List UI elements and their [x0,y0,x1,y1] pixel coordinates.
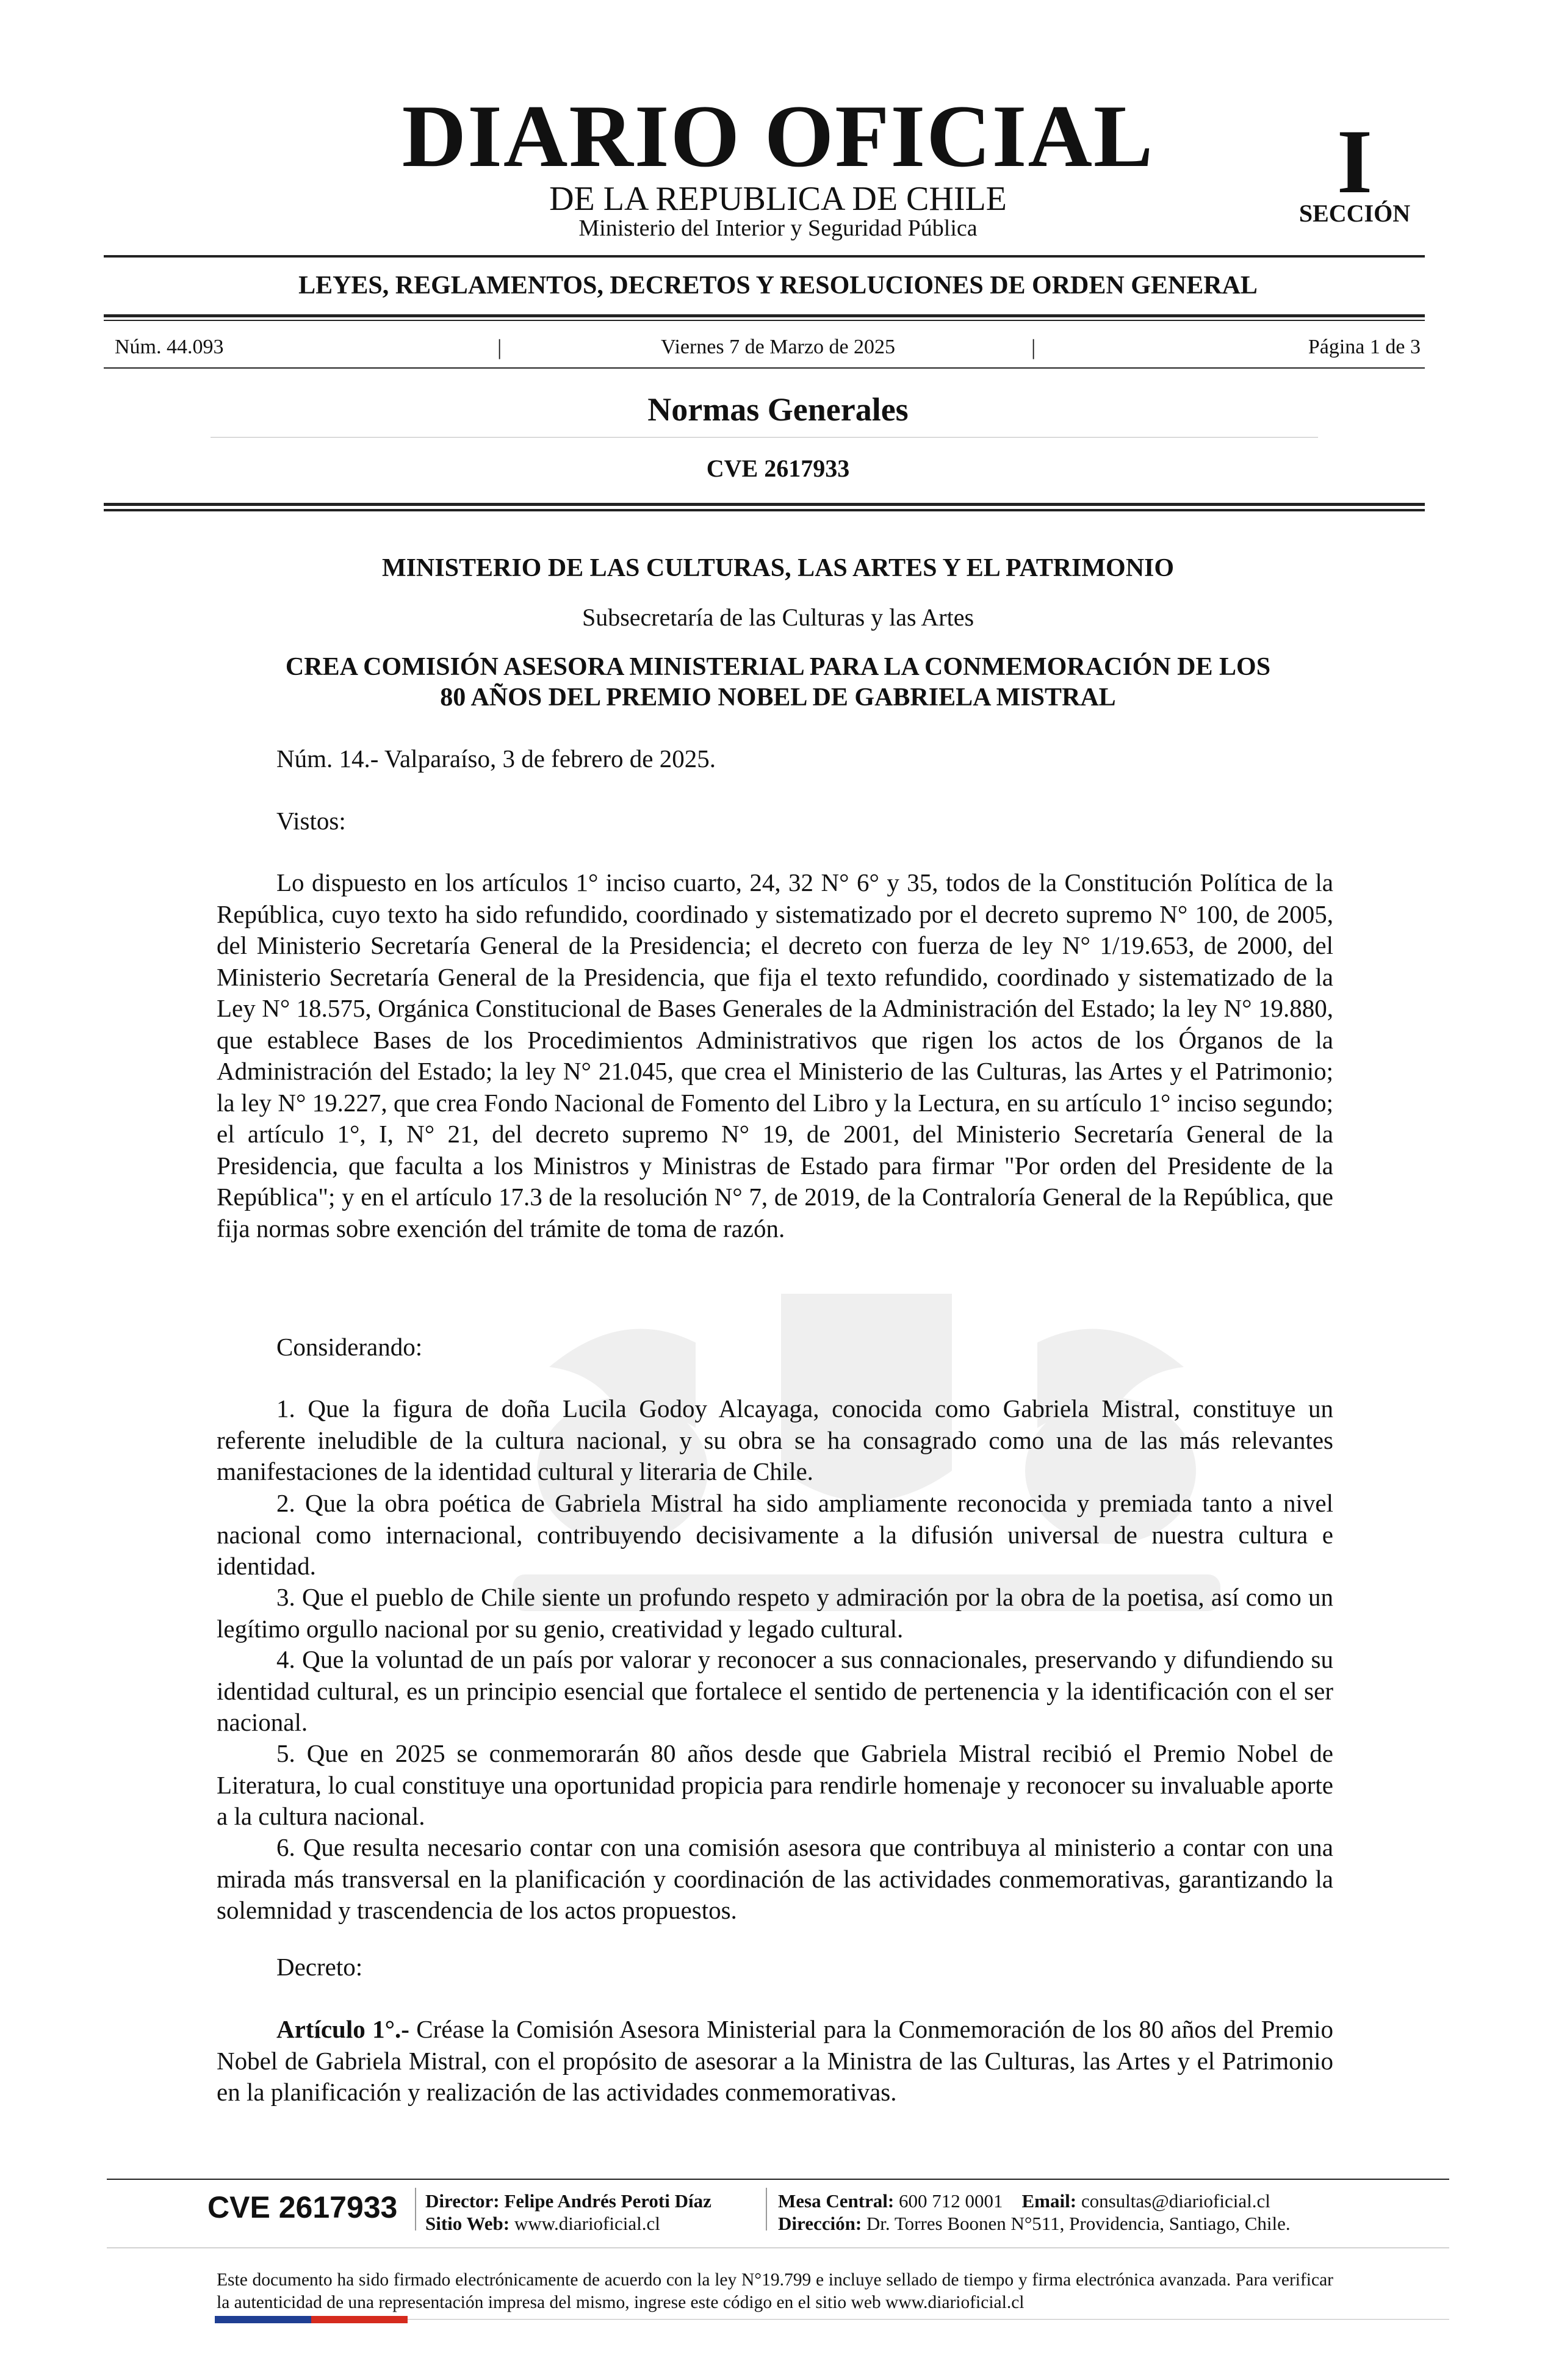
issue-separator: | [497,335,502,359]
flag-stripe-blue [215,2316,311,2323]
sub-ministry: Subsecretaría de las Culturas y las Artes [582,604,974,631]
issue-rule [104,367,1425,369]
email-link[interactable]: consultas@diarioficial.cl [1081,2190,1270,2212]
masthead-ministry: Ministerio del Interior y Seguridad Pública [578,215,978,241]
masthead-rule [104,255,1425,258]
article-1-label: Artículo 1°.- [276,2015,409,2043]
footer-address: Dirección: Dr. Torres Boonen N°511, Providencia, Santiago, Chile. [778,2213,1291,2234]
cve-code: CVE 2617933 [706,455,850,482]
considerando-item: 2. Que la obra poética de Gabriela Mistral ha sido ampliamente reconocida y premiada tanto a nivel nacional como internacional, contribuyendo decisivamente a la difusión universal de nuestra cultura e identidad. [217,1489,1333,1580]
considerando-item: 6. Que resulta necesario contar con una comisión asesora que contribuya al ministerio a contar con una mirada más transversal en la planificación y coordinación de las actividades conmemorativas, garantizando la solemnidad y trascendencia de los actos propuestos. [217,1833,1333,1924]
header-rule-bottom [104,320,1425,321]
footer-cve-code: CVE 2617933 [207,2190,398,2224]
section-label: SECCIÓN [1298,200,1411,227]
article-1-text: Créase la Comisión Asesora Ministerial para la Conmemoración de los 80 años del Premio Nobel de Gabriela Mistral, con el propósito de asesorar a la Ministra de las Culturas, las Artes y el Patrimonio en la planificación y realización de las actividades conmemorativas. [217,2015,1334,2106]
issue-date: Viernes 7 de Marzo de 2025 [660,336,896,358]
flag-stripe-red [311,2316,408,2323]
footer-divider [766,2188,767,2230]
decree-number: Núm. 14.- Valparaíso, 3 de febrero de 2025. [276,745,716,773]
decree-title [201,652,1355,713]
considerando-item: 5. Que en 2025 se conmemorarán 80 años desde que Gabriela Mistral recibió el Premio Nobel de Literatura, lo cual constituye una oportunidad propicia para rendirle homenaje y reconocer su invaluable aporte a la cultura nacional. [217,1739,1333,1830]
vistos-paragraph: Lo dispuesto en los artículos 1° inciso cuarto, 24, 32 N° 6° y 35, todos de la Constitución Política de la República, cuyo texto ha sido refundido, coordinado y sistematizado por el decreto supremo N° 100, de 2005, del Ministerio Secretaría General de la Presidencia; el decreto con fuerza de ley N° 1/19.653, de 2000, del Ministerio Secretaría General de la Presidencia, que fija el texto refundido, coordinado y sistematizado de la Ley N° 18.575, Orgánica Constitucional de Bases Generales de la Administración del Estado; la ley N° 19.880, que establece Bases de los Procedimientos Administrativos que rigen los actos de los Órganos de la Administración del Estado; la ley N° 21.045, que crea el Ministerio de las Culturas, las Artes y el Patrimonio; la ley N° 19.227, que crea Fondo Nacional de Fomento del Libro y la Lectura, en su artículo 1° inciso segundo; el artículo 1°, I, N° 21, del decreto supremo N° 19, de 2001, del Ministerio Secretaría General de la Presidencia, que faculta a los Ministros y Ministras de Estado para firmar "Por orden del Presidente de la República"; y en el artículo 17.3 de la resolución N° 7, de 2019, de la Contraloría General de la República, que fija normas sobre exención del trámite de toma de razón. [217,868,1333,1242]
footer-website: Sitio Web: www.diarioficial.cl [425,2213,660,2234]
masthead-title: DIARIO OFICIAL [402,87,1154,186]
considerando-heading: Considerando: [276,1333,423,1361]
considerando-item: 4. Que la voluntad de un país por valorar y reconocer a sus connacionales, preservando y difundiendo su identidad cultural, es un principio esencial que fortalece el sentido de pertenencia y la identificación con el ser nacional. [217,1645,1333,1736]
cve-rule-bottom [104,509,1425,511]
header-band: LEYES, REGLAMENTOS, DECRETOS Y RESOLUCIONES DE ORDEN GENERAL [298,272,1258,300]
vistos-heading: Vistos: [276,807,346,835]
website-link[interactable]: www.diarioficial.cl [514,2213,660,2234]
footer-rule [107,2179,1449,2180]
issue-separator: | [1031,335,1036,359]
section-heading: Normas Generales [647,391,909,428]
considerando-item: 1. Que la figura de doña Lucila Godoy Alcayaga, conocida como Gabriela Mistral, constituye un referente ineludible de la cultura nacional, y su obra se ha consagrado como una de las más relevantes manifestaciones de la identidad cultural y literaria de Chile. [217,1394,1333,1485]
article-1 [217,2014,1333,2108]
section-number: I [1336,111,1373,212]
considerando-item: 3. Que el pueblo de Chile siente un profundo respeto y admiración por la obra de la poetisa, así como un legítimo orgullo nacional por su genio, creatividad y legado cultural. [217,1583,1333,1643]
masthead-subtitle: DE LA REPUBLICA DE CHILE [549,180,1007,218]
decreto-heading: Decreto: [276,1953,363,1981]
ministry-name: MINISTERIO DE LAS CULTURAS, LAS ARTES Y EL PATRIMONIO [381,554,1175,582]
header-rule-top [104,314,1425,317]
cve-rule-top [104,503,1425,506]
issue-page: Página 1 de 3 [1308,336,1421,358]
section-heading-rule [211,437,1318,438]
decree-title-line: CREA COMISIÓN ASESORA MINISTERIAL PARA LA CONMEMORACIÓN DE LOS [285,653,1271,681]
flag-stripe-rule [408,2319,1449,2320]
footer-note: Este documento ha sido firmado electrónicamente de acuerdo con la ley N°19.799 e incluye sellado de tiempo y firma electrónica avanzada. Para verificar la autenticidad de una representación impresa del mismo, ingrese este código en el sitio web www.diarioficial.cl [217,2270,1333,2312]
decree-title-line: 80 AÑOS DEL PREMIO NOBEL DE GABRIELA MISTRAL [440,683,1116,712]
footer-director: Director: Felipe Andrés Peroti Díaz [425,2190,711,2212]
issue-number: Núm. 44.093 [115,336,224,358]
footer-divider [415,2188,416,2230]
footer-phone: Mesa Central: 600 712 0001 Email: consultas@diarioficial.cl [778,2190,1270,2212]
